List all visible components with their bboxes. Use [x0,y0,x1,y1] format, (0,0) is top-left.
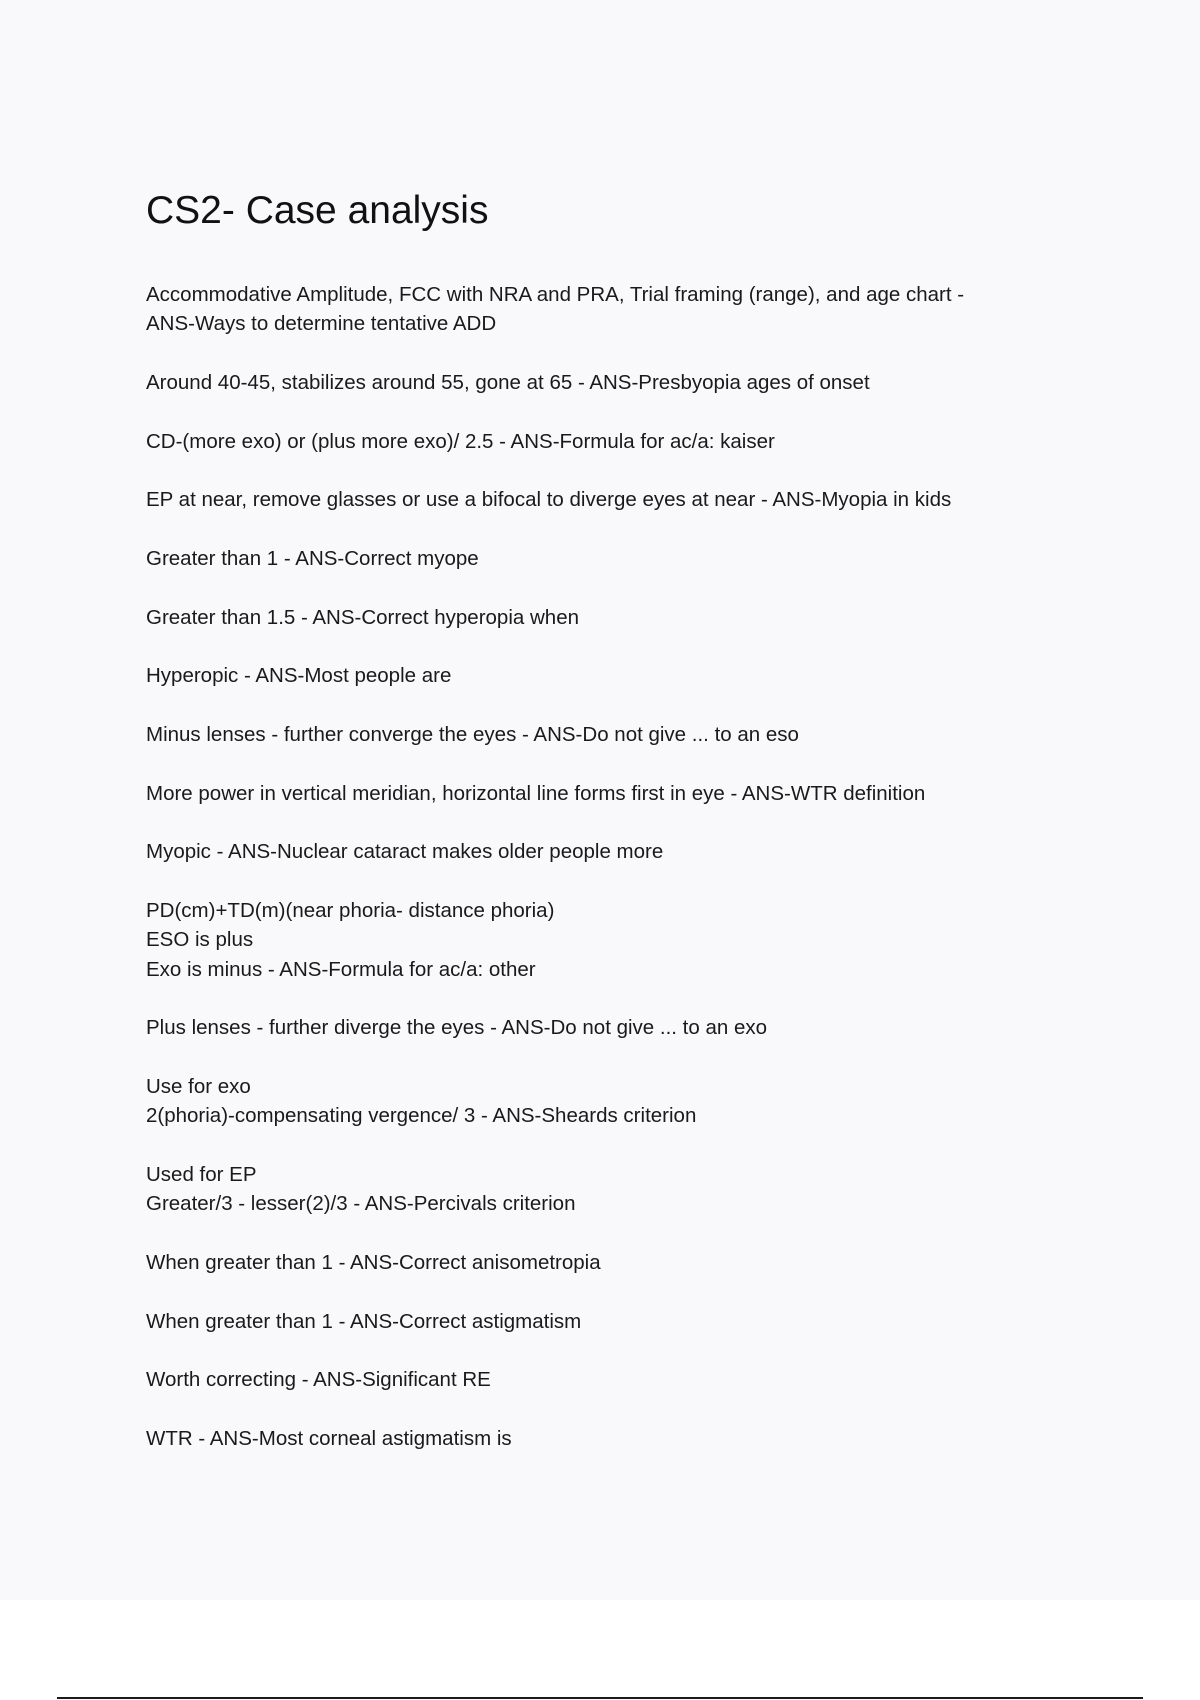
flashcard-entry [146,720,1066,749]
entry-line: When greater than 1 - ANS-Correct anisometropia [146,1251,601,1275]
flashcard-entry [146,1013,1066,1042]
flashcard-entry [146,896,1066,984]
flashcard-entry [146,837,1066,866]
flashcard-entry [146,1365,1066,1394]
flashcard-entry [146,1424,1066,1453]
flashcard-entry [146,427,1066,456]
flashcard-entry [146,544,1066,573]
entry-line: Exo is minus - ANS-Formula for ac/a: other [146,957,536,981]
entry-line: Greater than 1.5 - ANS-Correct hyperopia when [146,605,579,629]
flashcard-entry [146,368,1066,397]
entry-line: Plus lenses - further diverge the eyes - ANS-Do not give ... to an exo [146,1016,768,1040]
entry-line: EP at near, remove glasses or use a bifocal to diverge eyes at near - ANS-Myopia in kids [146,488,952,512]
flashcard-entry [146,1160,1066,1219]
entry-line: Greater than 1 - ANS-Correct myope [146,547,479,571]
entry-line: CD-(more exo) or (plus more exo)/ 2.5 - ANS-Formula for ac/a: kaiser [146,429,775,453]
entry-line: When greater than 1 - ANS-Correct astigmatism [146,1309,582,1333]
entry-line: ESO is plus [146,928,254,952]
entry-line: Use for exo [146,1075,251,1099]
entry-line: Myopic - ANS-Nuclear cataract makes older people more [146,840,664,864]
entry-line: Greater/3 - lesser(2)/3 - ANS-Percivals criterion [146,1192,576,1216]
flashcard-entry [146,1072,1066,1131]
flashcard-entry [146,485,1066,514]
entry-line: 2(phoria)-compensating vergence/ 3 - ANS-Sheards criterion [146,1104,697,1128]
entry-line: WTR - ANS-Most corneal astigmatism is [146,1427,512,1451]
flashcard-entry [146,280,1066,339]
flashcard-list [146,280,1066,1453]
entry-line: Worth correcting - ANS-Significant RE [146,1368,491,1392]
footer-divider [57,1697,1143,1699]
flashcard-entry [146,1248,1066,1277]
entry-line: Accommodative Amplitude, FCC with NRA and PRA, Trial framing (range), and age chart - [146,283,965,306]
entry-line: Around 40-45, stabilizes around 55, gone at 65 - ANS-Presbyopia ages of onset [146,370,870,394]
entry-line: Minus lenses - further converge the eyes - ANS-Do not give ... to an eso [146,723,799,747]
entry-line: ANS-Ways to determine tentative ADD [146,312,497,336]
flashcard-entry [146,1307,1066,1336]
entry-line: Used for EP [146,1163,257,1187]
entry-line: PD(cm)+TD(m)(near phoria- distance phoria) [146,899,555,923]
flashcard-entry [146,603,1066,632]
document-content [146,185,1066,1483]
entry-line: Hyperopic - ANS-Most people are [146,664,452,688]
flashcard-entry [146,661,1066,690]
page-title: CS2- Case analysis [146,189,489,232]
flashcard-entry [146,779,1066,808]
entry-line: More power in vertical meridian, horizontal line forms first in eye - ANS-WTR definition [146,781,926,805]
